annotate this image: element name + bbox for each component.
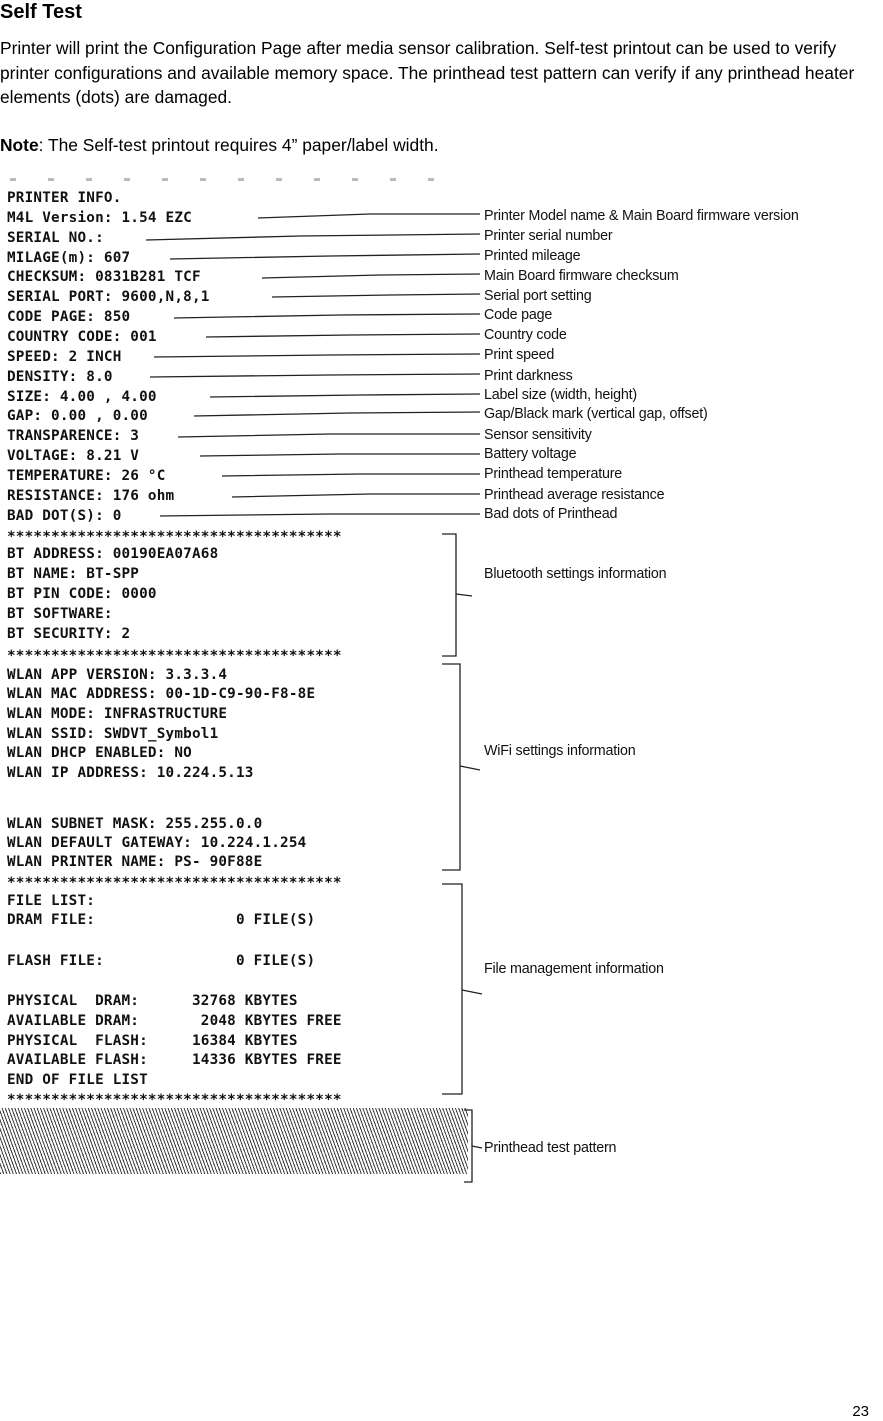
field-label: Bad dots of Printhead bbox=[484, 506, 618, 522]
printout-line: BT SOFTWARE: bbox=[7, 606, 113, 622]
printout-line: END OF FILE LIST bbox=[7, 1072, 148, 1088]
field-label: Printhead temperature bbox=[484, 466, 623, 482]
field-label: Country code bbox=[484, 327, 567, 343]
printout-line: SPEED: 2 INCH bbox=[7, 349, 122, 365]
printout-line: SIZE: 4.00 , 4.00 bbox=[7, 389, 157, 405]
printout-line: BT PIN CODE: 0000 bbox=[7, 586, 157, 602]
printout-line: TEMPERATURE: 26 °C bbox=[7, 468, 166, 484]
printout-line: MILAGE(m): 607 bbox=[7, 250, 131, 266]
printout-line: DRAM FILE: 0 FILE(S) bbox=[7, 912, 316, 928]
printout-line: SERIAL NO.: bbox=[7, 230, 104, 246]
printout-line: RESISTANCE: 176 ohm bbox=[7, 488, 175, 504]
printout-separator: ************************************** bbox=[7, 875, 342, 891]
field-label: Print speed bbox=[484, 347, 555, 363]
printout-line: WLAN MAC ADDRESS: 00-1D-C9-90-F8-8E bbox=[7, 686, 316, 702]
printout-line: CODE PAGE: 850 bbox=[7, 309, 131, 325]
printout-line: WLAN DEFAULT GATEWAY: 10.224.1.254 bbox=[7, 835, 307, 851]
printout-line: PRINTER INFO. bbox=[7, 190, 122, 206]
field-label: Gap/Black mark (vertical gap, offset) bbox=[484, 406, 708, 422]
printout-line: TRANSPARENCE: 3 bbox=[7, 428, 140, 444]
printout-line: WLAN SSID: SWDVT_Symbol1 bbox=[7, 726, 219, 742]
printout-line: GAP: 0.00 , 0.00 bbox=[7, 408, 148, 424]
printout-line: VOLTAGE: 8.21 V bbox=[7, 448, 140, 464]
printout-line: BT ADDRESS: 00190EA07A68 bbox=[7, 546, 219, 562]
field-label: Printed mileage bbox=[484, 248, 581, 264]
printout-line: WLAN PRINTER NAME: PS- 90F88E bbox=[7, 854, 263, 870]
printout-line: BT NAME: BT-SPP bbox=[7, 566, 140, 582]
page-number: 23 bbox=[852, 1403, 869, 1420]
section-title: Self Test bbox=[0, 1, 82, 23]
printout-separator: ************************************** bbox=[7, 1092, 342, 1108]
note-text: : The Self-test printout requires 4” paper/label width. bbox=[38, 135, 439, 155]
pattern-group-label: Printhead test pattern bbox=[484, 1140, 617, 1156]
printout-line: WLAN SUBNET MASK: 255.255.0.0 bbox=[7, 816, 263, 832]
printout-line: WLAN IP ADDRESS: 10.224.5.13 bbox=[7, 765, 254, 781]
note-label: Note bbox=[0, 135, 39, 155]
printout-line: AVAILABLE DRAM: 2048 KBYTES FREE bbox=[7, 1013, 342, 1029]
field-label: Sensor sensitivity bbox=[484, 427, 592, 443]
printout-line: PHYSICAL FLASH: 16384 KBYTES bbox=[7, 1033, 298, 1049]
wifi-group-label: WiFi settings information bbox=[484, 743, 636, 759]
printout-line: WLAN MODE: INFRASTRUCTURE bbox=[7, 706, 228, 722]
field-label: Print darkness bbox=[484, 368, 573, 384]
field-label: Printer serial number bbox=[484, 228, 613, 244]
printout-line: WLAN APP VERSION: 3.3.3.4 bbox=[7, 667, 228, 683]
printout-line: AVAILABLE FLASH: 14336 KBYTES FREE bbox=[7, 1052, 342, 1068]
printout-line: DENSITY: 8.0 bbox=[7, 369, 113, 385]
field-label: Label size (width, height) bbox=[484, 387, 637, 403]
field-label: Serial port setting bbox=[484, 288, 592, 304]
description-paragraph: Printer will print the Configuration Page after media sensor calibration. Self-test printout can be used to verify printer configurations and available memory space. The printhead test pattern can verify if any printhead heater elements (dots) are damaged. bbox=[0, 38, 855, 107]
printout-separator: ************************************** bbox=[7, 648, 342, 664]
printout-separator: ************************************** bbox=[7, 529, 342, 545]
printout-line: CHECKSUM: 0831B281 TCF bbox=[7, 269, 201, 285]
printout-line: BT SECURITY: 2 bbox=[7, 626, 131, 642]
printout-line: WLAN DHCP ENABLED: NO bbox=[7, 745, 192, 761]
printout-line: FILE LIST: bbox=[7, 893, 96, 909]
field-label: Battery voltage bbox=[484, 446, 577, 462]
file-group-label: File management information bbox=[484, 961, 664, 977]
printout-line: PHYSICAL DRAM: 32768 KBYTES bbox=[7, 993, 298, 1009]
printout-line: M4L Version: 1.54 EZC bbox=[7, 210, 192, 226]
field-label: Printhead average resistance bbox=[484, 487, 665, 503]
field-label: Main Board firmware checksum bbox=[484, 268, 679, 284]
printout-line: COUNTRY CODE: 001 bbox=[7, 329, 157, 345]
bluetooth-group-label: Bluetooth settings information bbox=[484, 566, 667, 582]
field-label: Printer Model name & Main Board firmware version bbox=[484, 208, 799, 224]
printout-line: SERIAL PORT: 9600,N,8,1 bbox=[7, 289, 210, 305]
field-label: Code page bbox=[484, 307, 553, 323]
printout-line: BAD DOT(S): 0 bbox=[7, 508, 122, 524]
printout-line: FLASH FILE: 0 FILE(S) bbox=[7, 953, 316, 969]
